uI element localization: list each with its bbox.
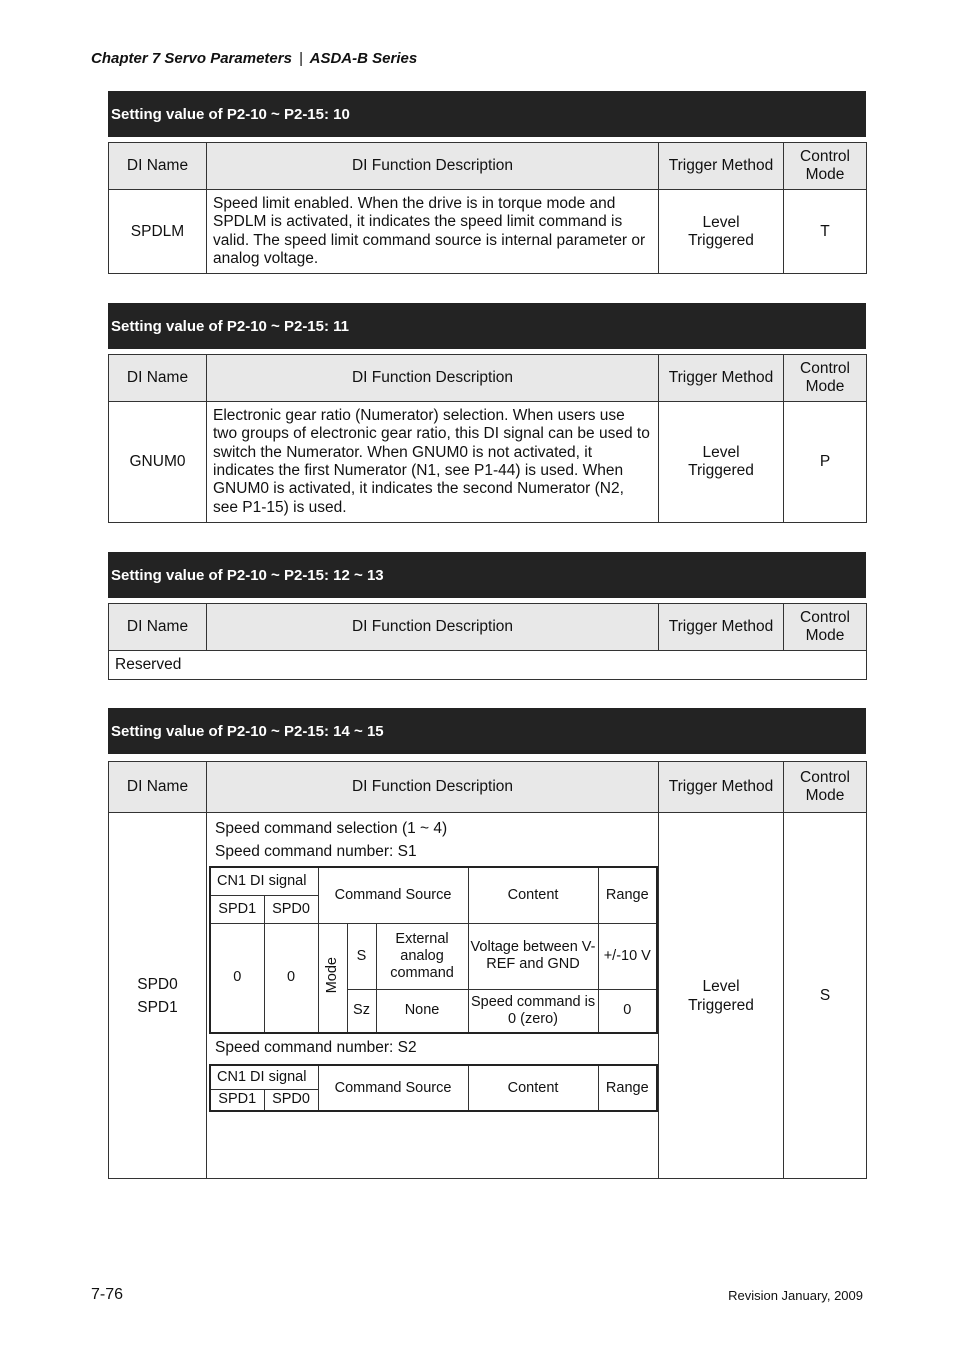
di-table <box>108 603 867 680</box>
trigger-method: Level Triggered <box>659 190 784 274</box>
col-control: Control Mode <box>784 143 867 190</box>
revision-date: Revision January, 2009 <box>728 1288 863 1303</box>
reserved-row: Reserved <box>109 651 867 680</box>
mode-label: Mode <box>318 923 347 1033</box>
trigger-method: Level Triggered <box>659 813 784 1179</box>
trigger-method: Level Triggered <box>659 402 784 523</box>
s2-label: Speed command number: S2 <box>215 1039 417 1056</box>
spd0-header: SPD0 <box>264 895 318 923</box>
col-description: DI Function Description <box>207 762 659 813</box>
page-number: 7-76 <box>91 1286 124 1303</box>
col-di-name: DI Name <box>109 143 207 190</box>
range-value: 0 <box>598 989 657 1033</box>
di-name-spd1: SPD1 <box>137 998 178 1016</box>
content-header: Content <box>468 867 598 923</box>
control-mode: T <box>784 190 867 274</box>
col-control: Control Mode <box>784 355 867 402</box>
col-control: Control Mode <box>784 604 867 651</box>
page-header <box>91 50 417 67</box>
di-name: GNUM0 <box>109 402 207 523</box>
spd1-header: SPD1 <box>210 895 264 923</box>
content-value: Speed command is 0 (zero) <box>468 989 598 1033</box>
spd0-value: 0 <box>264 923 318 1033</box>
chapter-title: Chapter 7 Servo Parameters <box>91 50 292 67</box>
mode-s: S <box>347 923 376 989</box>
col-trigger: Trigger Method <box>659 355 784 402</box>
col-trigger: Trigger Method <box>659 762 784 813</box>
content-header: Content <box>468 1065 598 1111</box>
spd1-header: SPD1 <box>210 1089 264 1111</box>
control-mode: P <box>784 402 867 523</box>
col-control: Control Mode <box>784 762 867 813</box>
cn1-header: CN1 DI signal <box>210 867 318 895</box>
section-title: Setting value of P2-10 ~ P2-15: 14 ~ 15 <box>108 708 866 754</box>
intro-text: Speed command selection (1 ~ 4) <box>215 820 448 837</box>
col-trigger: Trigger Method <box>659 604 784 651</box>
di-table <box>108 354 867 523</box>
series-title: ASDA-B Series <box>309 50 418 67</box>
section-title: Setting value of P2-10 ~ P2-15: 11 <box>108 303 866 349</box>
range-header: Range <box>598 867 657 923</box>
section-10 <box>108 91 866 274</box>
source-value: None <box>376 989 468 1033</box>
mode-sz: Sz <box>347 989 376 1033</box>
s2-table <box>209 1064 658 1112</box>
col-description: DI Function Description <box>207 604 659 651</box>
di-description <box>207 813 659 1179</box>
col-description: DI Function Description <box>207 355 659 402</box>
source-header: Command Source <box>318 867 468 923</box>
source-value: External analog command <box>376 923 468 989</box>
source-header: Command Source <box>318 1065 468 1111</box>
s1-table <box>209 866 658 1034</box>
section-12-13 <box>108 552 866 680</box>
s1-label: Speed command number: S1 <box>215 843 417 860</box>
di-table <box>108 142 867 274</box>
section-14-15 <box>108 708 866 1179</box>
di-name-spd0: SPD0 <box>137 975 178 993</box>
spd1-value: 0 <box>210 923 264 1033</box>
section-title: Setting value of P2-10 ~ P2-15: 12 ~ 13 <box>108 552 866 598</box>
range-header: Range <box>598 1065 657 1111</box>
di-name: SPDLM <box>109 190 207 274</box>
range-value: +/-10 V <box>598 923 657 989</box>
col-description: DI Function Description <box>207 143 659 190</box>
di-name <box>109 813 207 1179</box>
col-di-name: DI Name <box>109 604 207 651</box>
di-description: Speed limit enabled. When the drive is in torque mode and SPDLM is activated, it indicates the speed limit command is valid. The speed limit command source is internal parameter or analog voltage. <box>207 190 659 274</box>
spd0-header: SPD0 <box>264 1089 318 1111</box>
col-trigger: Trigger Method <box>659 143 784 190</box>
section-11 <box>108 303 866 523</box>
cn1-header: CN1 DI signal <box>210 1065 318 1089</box>
section-title: Setting value of P2-10 ~ P2-15: 10 <box>108 91 866 137</box>
di-table <box>108 761 867 1179</box>
col-di-name: DI Name <box>109 762 207 813</box>
content-value: Voltage between V-REF and GND <box>468 923 598 989</box>
di-description: Electronic gear ratio (Numerator) selection. When users use two groups of electronic gear ratio, this DI signal can be used to switch the Numerator. When GNUM0 is not activated, it indicates the first Numerator (N1, see P1-44) is used. When GNUM0 is activated, it indicates the second Numerator (N2, see P1-15) is used. <box>207 402 659 523</box>
header-separator: | <box>299 50 304 67</box>
control-mode: S <box>784 813 867 1179</box>
col-di-name: DI Name <box>109 355 207 402</box>
